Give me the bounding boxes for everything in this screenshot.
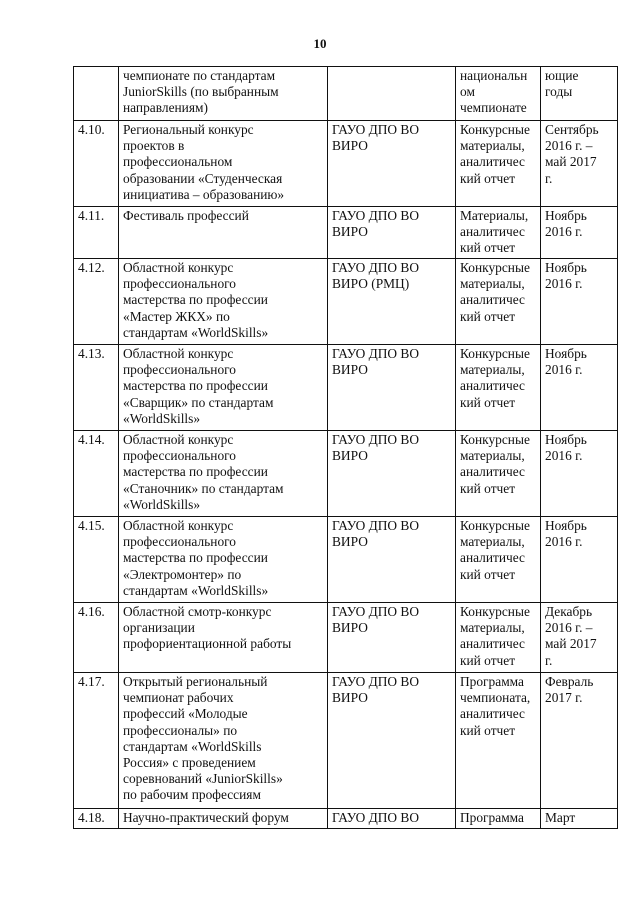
row-number-cell: 4.17. bbox=[74, 673, 119, 809]
organizer-cell: ГАУО ДПО ВО ВИРО bbox=[328, 517, 456, 603]
table-row bbox=[74, 673, 618, 809]
table-row bbox=[74, 259, 618, 345]
row-number-cell: 4.13. bbox=[74, 345, 119, 431]
date-cell: ющие годы bbox=[541, 67, 618, 121]
event-name-cell: Областной смотр-конкурс организации профориентационной работы bbox=[119, 603, 328, 673]
result-cell: Программа bbox=[456, 809, 541, 829]
event-name-cell: Региональный конкурс проектов в профессиональном образовании «Студенческая инициатива – образованию» bbox=[119, 121, 328, 207]
organizer-cell: ГАУО ДПО ВО ВИРО bbox=[328, 431, 456, 517]
organizer-cell: ГАУО ДПО ВО ВИРО (РМЦ) bbox=[328, 259, 456, 345]
table-row bbox=[74, 809, 618, 829]
event-name-cell: чемпионате по стандартам JuniorSkills (по выбранным направлениям) bbox=[119, 67, 328, 121]
event-name-cell: Областной конкурс профессионального мастерства по профессии «Сварщик» по стандартам «WorldSkills» bbox=[119, 345, 328, 431]
date-cell: Ноябрь 2016 г. bbox=[541, 207, 618, 259]
event-name-cell: Открытый региональный чемпионат рабочих профессий «Молодые профессионалы» по стандартам «WorldSkills Россия» с проведением соревнований «JuniorSkills» по рабочим профессиям bbox=[119, 673, 328, 809]
organizer-cell: ГАУО ДПО ВО ВИРО bbox=[328, 207, 456, 259]
organizer-cell: ГАУО ДПО ВО ВИРО bbox=[328, 673, 456, 809]
organizer-cell bbox=[328, 67, 456, 121]
organizer-cell: ГАУО ДПО ВО ВИРО bbox=[328, 345, 456, 431]
result-cell: Конкурсные материалы, аналитичес кий отчет bbox=[456, 431, 541, 517]
table-row bbox=[74, 517, 618, 603]
table-row bbox=[74, 207, 618, 259]
row-number-cell: 4.18. bbox=[74, 809, 119, 829]
events-table bbox=[73, 66, 618, 829]
table-row bbox=[74, 603, 618, 673]
result-cell: Конкурсные материалы, аналитичес кий отчет bbox=[456, 121, 541, 207]
result-cell: Материалы, аналитичес кий отчет bbox=[456, 207, 541, 259]
date-cell: Сентябрь 2016 г. – май 2017 г. bbox=[541, 121, 618, 207]
date-cell: Ноябрь 2016 г. bbox=[541, 259, 618, 345]
table-row bbox=[74, 431, 618, 517]
date-cell: Февраль 2017 г. bbox=[541, 673, 618, 809]
event-name-cell: Областной конкурс профессионального мастерства по профессии «Мастер ЖКХ» по стандартам «WorldSkills» bbox=[119, 259, 328, 345]
organizer-cell: ГАУО ДПО ВО ВИРО bbox=[328, 603, 456, 673]
date-cell: Ноябрь 2016 г. bbox=[541, 345, 618, 431]
result-cell: Программа чемпионата, аналитичес кий отчет bbox=[456, 673, 541, 809]
date-cell: Декабрь 2016 г. – май 2017 г. bbox=[541, 603, 618, 673]
row-number-cell: 4.15. bbox=[74, 517, 119, 603]
row-number-cell: 4.11. bbox=[74, 207, 119, 259]
event-name-cell: Областной конкурс профессионального мастерства по профессии «Станочник» по стандартам «WorldSkills» bbox=[119, 431, 328, 517]
row-number-cell: 4.12. bbox=[74, 259, 119, 345]
table-row bbox=[74, 121, 618, 207]
date-cell: Ноябрь 2016 г. bbox=[541, 431, 618, 517]
result-cell: Конкурсные материалы, аналитичес кий отчет bbox=[456, 603, 541, 673]
event-name-cell: Фестиваль профессий bbox=[119, 207, 328, 259]
date-cell: Март bbox=[541, 809, 618, 829]
date-cell: Ноябрь 2016 г. bbox=[541, 517, 618, 603]
event-name-cell: Научно-практический форум bbox=[119, 809, 328, 829]
organizer-cell: ГАУО ДПО ВО ВИРО bbox=[328, 121, 456, 207]
row-number-cell: 4.10. bbox=[74, 121, 119, 207]
organizer-cell: ГАУО ДПО ВО bbox=[328, 809, 456, 829]
row-number-cell: 4.14. bbox=[74, 431, 119, 517]
result-cell: Конкурсные материалы, аналитичес кий отчет bbox=[456, 517, 541, 603]
row-number-cell bbox=[74, 67, 119, 121]
table-row bbox=[74, 67, 618, 121]
table-row bbox=[74, 345, 618, 431]
event-name-cell: Областной конкурс профессионального мастерства по профессии «Электромонтер» по стандартам «WorldSkills» bbox=[119, 517, 328, 603]
result-cell: национальн ом чемпионате bbox=[456, 67, 541, 121]
row-number-cell: 4.16. bbox=[74, 603, 119, 673]
page-number: 10 bbox=[313, 36, 327, 51]
result-cell: Конкурсные материалы, аналитичес кий отчет bbox=[456, 259, 541, 345]
result-cell: Конкурсные материалы, аналитичес кий отчет bbox=[456, 345, 541, 431]
